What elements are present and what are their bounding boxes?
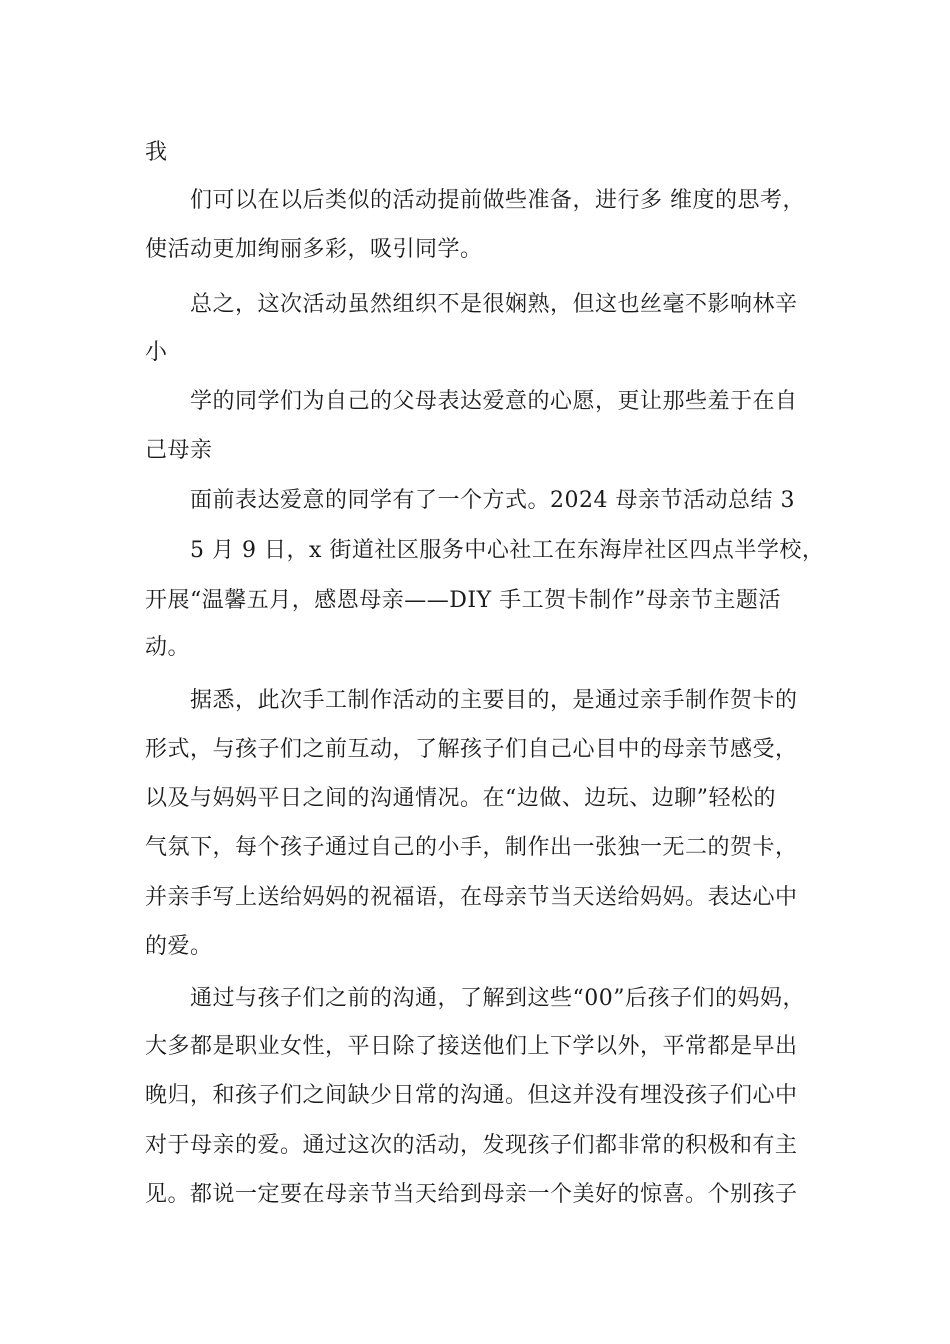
text-line-15: 气氛下，每个孩子通过自己的小手，制作出一张独一无二的贺卡，	[145, 835, 798, 860]
text-line-8: 面前表达爱意的同学有了一个方式。2024 母亲节活动总结 3	[190, 488, 795, 513]
text-line-17: 的爱。	[145, 934, 213, 959]
text-line-19: 大多都是职业女性，平日除了接送他们上下学以外，平常都是早出	[145, 1034, 798, 1059]
text-line-4: 总之，这次活动虽然组织不是很娴熟，但这也丝毫不影响林辛	[190, 292, 798, 317]
text-line-14: 以及与妈妈平日之间的沟通情况。在“边做、边玩、边聊”轻松的	[145, 786, 776, 811]
text-line-21: 对于母亲的爱。通过这次的活动，发现孩子们都非常的积极和有主	[145, 1133, 798, 1158]
text-line-5: 小	[145, 340, 168, 365]
text-line-1: 我	[145, 140, 168, 165]
text-line-2: 们可以在以后类似的活动提前做些准备，进行多 维度的思考，	[190, 188, 805, 213]
text-line-22: 见。都说一定要在母亲节当天给到母亲一个美好的惊喜。个别孩子	[145, 1182, 798, 1207]
text-line-20: 晚归，和孩子们之间缺少日常的沟通。但这并没有埋没孩子们心中	[145, 1083, 798, 1108]
text-line-3: 使活动更加绚丽多彩，吸引同学。	[145, 237, 483, 262]
text-line-11: 动。	[145, 635, 191, 660]
text-line-9: 5 月 9 日，x 街道社区服务中心社工在东海岸社区四点半学校，	[190, 538, 825, 563]
text-line-7: 己母亲	[145, 438, 213, 463]
text-line-16: 并亲手写上送给妈妈的祝福语，在母亲节当天送给妈妈。表达心中	[145, 885, 798, 910]
text-line-18: 通过与孩子们之前的沟通，了解到这些“00”后孩子们的妈妈，	[190, 986, 805, 1011]
text-line-10: 开展“温馨五月，感恩母亲——DIY 手工贺卡制作”母亲节主题活	[145, 588, 781, 613]
text-line-12: 据悉，此次手工制作活动的主要目的，是通过亲手制作贺卡的	[190, 688, 798, 713]
text-line-13: 形式，与孩子们之前互动，了解孩子们自己心目中的母亲节感受，	[145, 737, 798, 762]
text-line-6: 学的同学们为自己的父母表达爱意的心愿，更让那些羞于在自	[190, 389, 798, 414]
